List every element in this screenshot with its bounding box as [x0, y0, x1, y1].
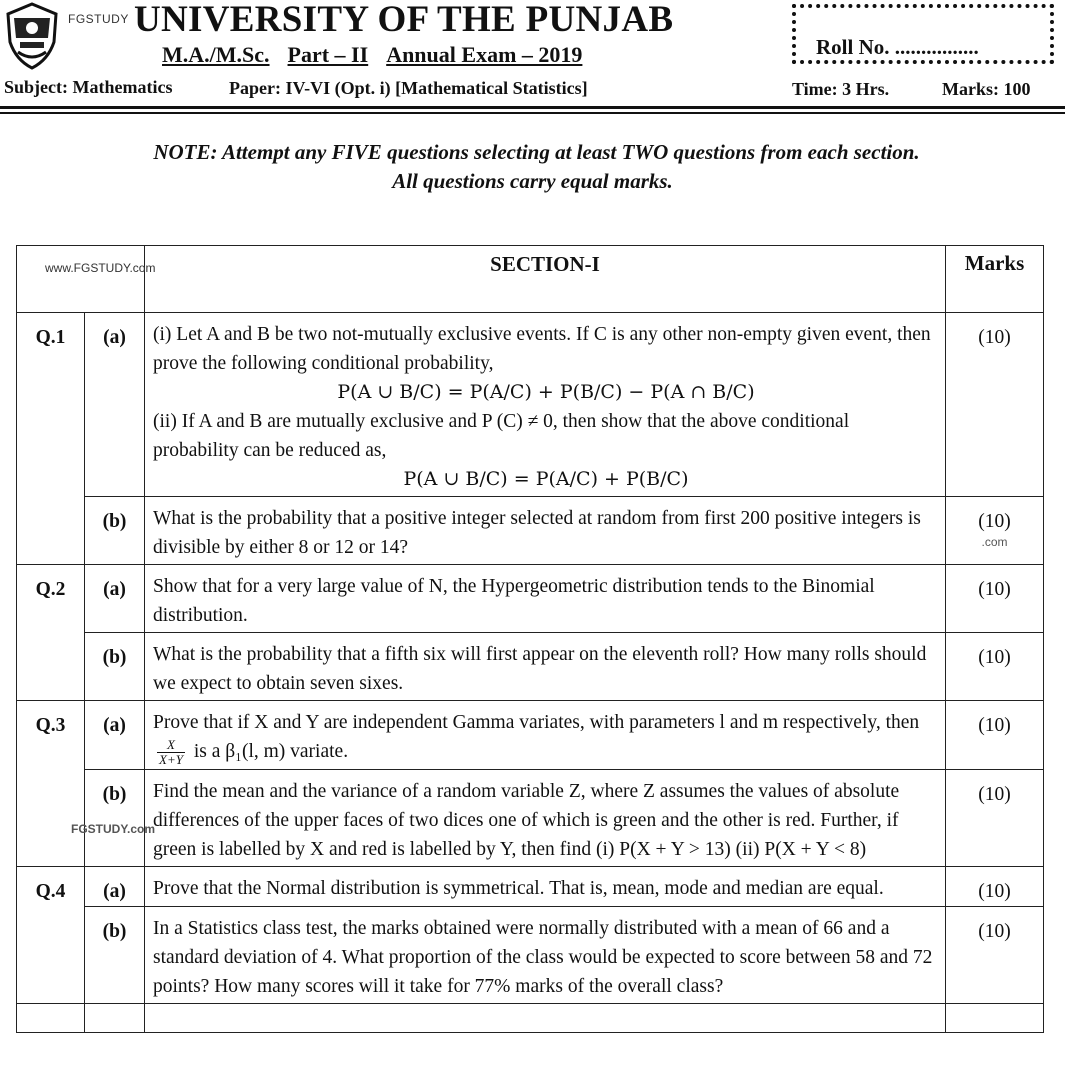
watermark-mid: FGSTUDY.com: [71, 822, 156, 837]
question-text: [145, 313, 946, 497]
university-title: UNIVERSITY OF THE PUNJAB: [134, 0, 674, 40]
instructions-note: [0, 138, 1065, 196]
question-marks: (10): [946, 867, 1044, 907]
q1a-part-i: (i) Let A and B be two not-mutually exclusive events. If C is any other non-empty given event, then prove the following conditional probability,: [153, 324, 931, 374]
part-label: (a): [85, 313, 145, 497]
marks-total-label: Marks: 100: [942, 79, 1031, 99]
question-row: [17, 701, 1044, 770]
question-text: Find the mean and the variance of a random variable Z, where Z assumes the values of absolute differences of the upper faces of two dices one of which is green and the other is red. Further, if green is labelled by X and red is labelled by Y, then find (i) P(X + Y > 13) (ii) P(X + Y < 8): [145, 770, 946, 867]
question-marks: (10): [946, 633, 1044, 701]
question-number: Q.1: [17, 313, 85, 565]
tail-cell: [17, 1004, 85, 1033]
part-label: Part – II: [287, 42, 369, 67]
question-marks: (10): [946, 565, 1044, 633]
section-header-row: [17, 246, 1044, 313]
question-marks: (10): [946, 313, 1044, 497]
question-row: [17, 313, 1044, 497]
header-rule-thin: [0, 112, 1065, 114]
part-label: (b): [85, 907, 145, 1004]
part-label: [71, 770, 156, 867]
question-text: What is the probability that a positive integer selected at random from first 200 positive integers is divisible by either 8 or 12 or 14?: [145, 497, 946, 565]
question-number: Q.4: [17, 867, 85, 1004]
part-label: (a): [85, 701, 145, 770]
question-marks: (10): [946, 770, 1044, 867]
part-label: (b): [85, 497, 145, 565]
watermark-marks: .com: [981, 535, 1008, 549]
watermark-cell: www.FGSTUDY.com: [17, 246, 145, 313]
tail-cell: [85, 1004, 145, 1033]
question-row: [17, 565, 1044, 633]
q3a-text-start: Prove that if X and Y are independent Gamma variates, with parameters l and m respectively, then: [153, 712, 920, 733]
exam-label: Annual Exam – 2019: [386, 42, 583, 67]
note-line-1: NOTE: Attempt any FIVE questions selecting at least TWO questions from each section.: [153, 140, 920, 164]
question-text: In a Statistics class test, the marks obtained were normally distributed with a mean of 66 and a standard deviation of 4. What proportion of the class would be expected to score between 58 and 72 points? How many scores will it take for 77% marks of the overall class?: [145, 907, 946, 1004]
roll-number-box: [792, 4, 1054, 64]
part-label: (a): [85, 867, 145, 907]
question-row: [17, 633, 1044, 701]
exam-line: [162, 42, 582, 68]
question-marks-value: (10): [978, 511, 1011, 532]
q1a-equation-1: P(A ∪ B/C) = P(A/C) + P(B/C) − P(A ∩ B/C): [337, 381, 755, 403]
paper-label: Paper: IV-VI (Opt. i) [Mathematical Statistics]: [229, 78, 588, 98]
question-row: [17, 907, 1044, 1004]
question-marks: [946, 497, 1044, 565]
marks-column-header: Marks: [946, 246, 1044, 313]
header-rule-thick: [0, 106, 1065, 109]
question-number: Q.3: [17, 701, 85, 867]
question-number: Q.2: [17, 565, 85, 701]
q3a-fraction-denominator: X+Y: [159, 752, 183, 768]
q1a-part-ii: (ii) If A and B are mutually exclusive and P (C) ≠ 0, then show that the above conditional probability can be reduced as,: [153, 411, 850, 461]
program-label: M.A./M.Sc.: [162, 42, 270, 67]
q3a-fraction: [157, 738, 185, 767]
question-text: What is the probability that a fifth six will first appear on the eleventh roll? How many rolls should we expect to obtain seven sixes.: [145, 633, 946, 701]
part-label: (b): [85, 633, 145, 701]
tail-cell: [946, 1004, 1044, 1033]
university-crest-logo: [4, 2, 60, 72]
q3a-text-end: is a β₁(l, m) variate.: [193, 741, 349, 762]
question-text: [145, 701, 946, 770]
part-label: (a): [85, 565, 145, 633]
question-marks: (10): [946, 701, 1044, 770]
question-row: [17, 867, 1044, 907]
roll-number-label: Roll No. ................: [816, 35, 979, 59]
time-label: Time: 3 Hrs.: [792, 79, 890, 99]
subject-label: Subject: Mathematics: [4, 77, 173, 97]
q1a-equation-2: P(A ∪ B/C) = P(A/C) + P(B/C): [403, 468, 689, 490]
tail-cell: [145, 1004, 946, 1033]
section-title: SECTION-I: [145, 246, 946, 313]
questions-table: [16, 245, 1044, 1033]
q3a-fraction-numerator: X: [157, 738, 185, 753]
question-row: [17, 497, 1044, 565]
note-line-2: All questions carry equal marks.: [392, 169, 673, 193]
question-text: Show that for a very large value of N, the Hypergeometric distribution tends to the Binomial distribution.: [145, 565, 946, 633]
part-label-text: (b): [102, 784, 127, 806]
table-tail-row: [17, 1004, 1044, 1033]
question-marks: (10): [946, 907, 1044, 1004]
question-text: Prove that the Normal distribution is symmetrical. That is, mean, mode and median are equal.: [145, 867, 946, 907]
question-row: [17, 770, 1044, 867]
watermark-top: FGSTUDY: [68, 12, 129, 26]
